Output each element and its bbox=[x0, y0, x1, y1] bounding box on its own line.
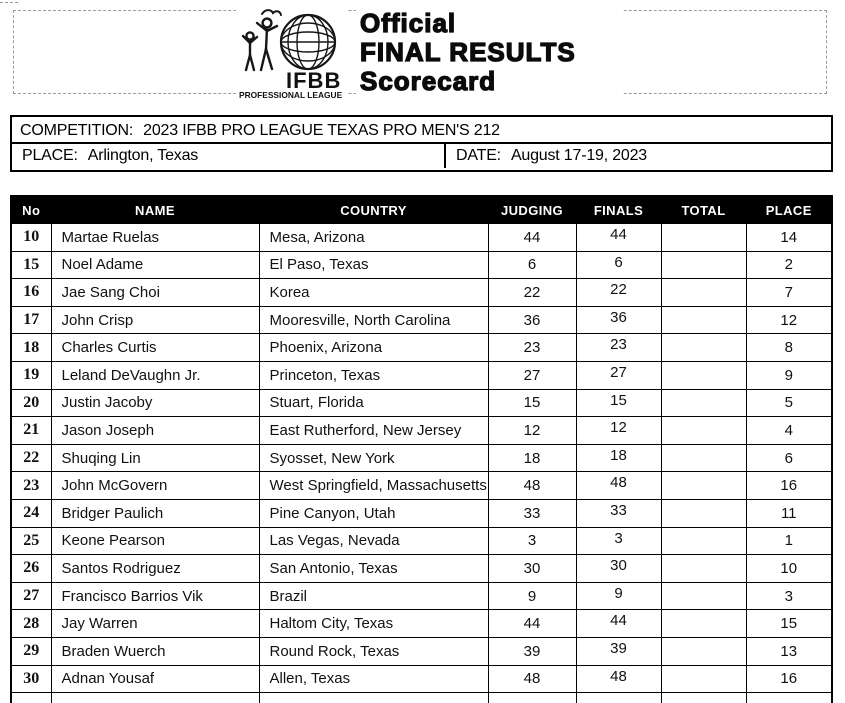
row-total-cell bbox=[661, 361, 746, 389]
posing-figures-icon bbox=[243, 10, 281, 70]
row-judging-cell: 22 bbox=[488, 279, 576, 307]
row-place-cell: 1 bbox=[746, 527, 832, 555]
row-name-cell: Leland DeVaughn Jr. bbox=[51, 361, 259, 389]
row-country-cell: East Rutherford, New Jersey bbox=[259, 417, 488, 445]
logo-subtitle: PROFESSIONAL LEAGUE bbox=[239, 90, 343, 100]
row-total-cell bbox=[661, 306, 746, 334]
row-judging-cell: 48 bbox=[488, 472, 576, 500]
row-country-cell: Haltom City, Texas bbox=[259, 610, 488, 638]
place-value: Arlington, Texas bbox=[87, 147, 199, 164]
table-row bbox=[11, 665, 832, 693]
row-no-cell: 27 bbox=[11, 582, 51, 610]
row-total-cell bbox=[661, 610, 746, 638]
row-finals-cell: 36 bbox=[576, 306, 661, 334]
row-name-cell: John Crisp bbox=[51, 306, 259, 334]
row-finals-cell: 48 bbox=[576, 472, 661, 500]
row-total-cell bbox=[661, 279, 746, 307]
row-judging-cell: 27 bbox=[488, 361, 576, 389]
row-judging-cell: 36 bbox=[488, 306, 576, 334]
row-total-cell bbox=[661, 389, 746, 417]
table-row bbox=[11, 251, 832, 279]
row-finals-cell: 33 bbox=[576, 499, 661, 527]
row-judging-cell: 18 bbox=[488, 444, 576, 472]
place-date-row bbox=[12, 144, 831, 168]
row-total-cell bbox=[661, 334, 746, 362]
title-line-official: Official bbox=[360, 8, 457, 38]
row-no-cell: 10 bbox=[11, 224, 51, 252]
row-place-cell: 11 bbox=[746, 499, 832, 527]
row-no-cell: 20 bbox=[11, 389, 51, 417]
row-no-cell: 24 bbox=[11, 499, 51, 527]
row-finals-cell: 6 bbox=[576, 251, 661, 279]
column-header-total: TOTAL bbox=[661, 196, 746, 224]
table-row bbox=[11, 472, 832, 500]
row-judging-cell: 39 bbox=[488, 637, 576, 665]
row-judging-cell: 15 bbox=[488, 389, 576, 417]
column-header-country: COUNTRY bbox=[259, 196, 488, 224]
row-judging-cell: 6 bbox=[488, 251, 576, 279]
row-no-cell: 16 bbox=[11, 279, 51, 307]
column-header-no: No bbox=[11, 196, 51, 224]
results-table bbox=[10, 195, 833, 703]
row-total-cell bbox=[661, 665, 746, 693]
table-row bbox=[11, 224, 832, 252]
row-total-cell bbox=[661, 417, 746, 445]
row-total-cell bbox=[661, 555, 746, 583]
row-place-cell: 12 bbox=[746, 306, 832, 334]
row-place-cell: 4 bbox=[746, 417, 832, 445]
row-country-cell: Pine Canyon, Utah bbox=[259, 499, 488, 527]
row-no-cell: 18 bbox=[11, 334, 51, 362]
row-no-cell: 17 bbox=[11, 306, 51, 334]
row-country-cell: Brazil bbox=[259, 582, 488, 610]
row-total-cell bbox=[661, 224, 746, 252]
column-header-name: NAME bbox=[51, 196, 259, 224]
row-finals-cell: 18 bbox=[576, 444, 661, 472]
empty-partial-row bbox=[11, 693, 832, 703]
row-judging-cell: 30 bbox=[488, 555, 576, 583]
table-row bbox=[11, 444, 832, 472]
row-country-cell: Princeton, Texas bbox=[259, 361, 488, 389]
table-row bbox=[11, 334, 832, 362]
row-country-cell: Syosset, New York bbox=[259, 444, 488, 472]
column-header-place: PLACE bbox=[746, 196, 832, 224]
table-row bbox=[11, 555, 832, 583]
row-country-cell: Round Rock, Texas bbox=[259, 637, 488, 665]
row-no-cell: 19 bbox=[11, 361, 51, 389]
row-country-cell: Phoenix, Arizona bbox=[259, 334, 488, 362]
row-judging-cell: 44 bbox=[488, 610, 576, 638]
logo-ifbb-text: IFBB bbox=[286, 68, 342, 93]
table-row bbox=[11, 389, 832, 417]
column-header-finals: FINALS bbox=[576, 196, 661, 224]
table-row bbox=[11, 499, 832, 527]
row-finals-cell: 3 bbox=[576, 527, 661, 555]
table-row bbox=[11, 417, 832, 445]
row-name-cell: Charles Curtis bbox=[51, 334, 259, 362]
row-judging-cell: 9 bbox=[488, 582, 576, 610]
row-place-cell: 5 bbox=[746, 389, 832, 417]
row-place-cell: 15 bbox=[746, 610, 832, 638]
row-total-cell bbox=[661, 582, 746, 610]
row-no-cell: 30 bbox=[11, 665, 51, 693]
row-country-cell: Las Vegas, Nevada bbox=[259, 527, 488, 555]
row-total-cell bbox=[661, 527, 746, 555]
row-country-cell: San Antonio, Texas bbox=[259, 555, 488, 583]
title-line-scorecard: Scorecard bbox=[360, 66, 497, 96]
ifbb-logo bbox=[236, 4, 348, 101]
row-judging-cell: 23 bbox=[488, 334, 576, 362]
place-label: PLACE: bbox=[22, 147, 78, 164]
row-no-cell: 26 bbox=[11, 555, 51, 583]
row-finals-cell: 12 bbox=[576, 417, 661, 445]
row-total-cell bbox=[661, 499, 746, 527]
row-place-cell: 6 bbox=[746, 444, 832, 472]
row-place-cell: 13 bbox=[746, 637, 832, 665]
row-name-cell: Bridger Paulich bbox=[51, 499, 259, 527]
row-finals-cell: 48 bbox=[576, 665, 661, 693]
row-finals-cell: 27 bbox=[576, 361, 661, 389]
scorecard-title bbox=[356, 6, 622, 100]
table-row bbox=[11, 582, 832, 610]
row-place-cell: 2 bbox=[746, 251, 832, 279]
row-judging-cell: 33 bbox=[488, 499, 576, 527]
row-country-cell: Korea bbox=[259, 279, 488, 307]
title-line-final-results: FINAL RESULTS bbox=[360, 37, 576, 67]
row-no-cell: 15 bbox=[11, 251, 51, 279]
row-finals-cell: 22 bbox=[576, 279, 661, 307]
row-country-cell: Mooresville, North Carolina bbox=[259, 306, 488, 334]
row-finals-cell: 23 bbox=[576, 334, 661, 362]
row-name-cell: Shuqing Lin bbox=[51, 444, 259, 472]
date-label: DATE: bbox=[456, 147, 501, 164]
row-judging-cell: 12 bbox=[488, 417, 576, 445]
place-cell bbox=[12, 144, 446, 168]
row-judging-cell: 3 bbox=[488, 527, 576, 555]
row-judging-cell: 44 bbox=[488, 224, 576, 252]
results-table-body bbox=[11, 224, 832, 693]
row-name-cell: Keone Pearson bbox=[51, 527, 259, 555]
row-name-cell: John McGovern bbox=[51, 472, 259, 500]
row-country-cell: Allen, Texas bbox=[259, 665, 488, 693]
row-no-cell: 29 bbox=[11, 637, 51, 665]
row-place-cell: 16 bbox=[746, 665, 832, 693]
table-row bbox=[11, 610, 832, 638]
row-no-cell: 28 bbox=[11, 610, 51, 638]
table-row bbox=[11, 527, 832, 555]
table-row bbox=[11, 279, 832, 307]
row-name-cell: Francisco Barrios Vik bbox=[51, 582, 259, 610]
table-row bbox=[11, 637, 832, 665]
competition-label: COMPETITION: bbox=[20, 122, 134, 139]
row-finals-cell: 39 bbox=[576, 637, 661, 665]
competition-value: 2023 IFBB PRO LEAGUE TEXAS PRO MEN'S 212 bbox=[143, 122, 500, 139]
globe-icon bbox=[281, 15, 335, 69]
row-name-cell: Noel Adame bbox=[51, 251, 259, 279]
row-name-cell: Justin Jacoby bbox=[51, 389, 259, 417]
row-name-cell: Santos Rodriguez bbox=[51, 555, 259, 583]
row-finals-cell: 44 bbox=[576, 610, 661, 638]
row-no-cell: 22 bbox=[11, 444, 51, 472]
table-row bbox=[11, 361, 832, 389]
row-no-cell: 23 bbox=[11, 472, 51, 500]
row-name-cell: Braden Wuerch bbox=[51, 637, 259, 665]
row-place-cell: 16 bbox=[746, 472, 832, 500]
date-cell bbox=[446, 144, 831, 168]
row-name-cell: Jay Warren bbox=[51, 610, 259, 638]
row-country-cell: West Springfield, Massachusetts bbox=[259, 472, 488, 500]
row-place-cell: 8 bbox=[746, 334, 832, 362]
row-country-cell: Stuart, Florida bbox=[259, 389, 488, 417]
row-place-cell: 10 bbox=[746, 555, 832, 583]
row-total-cell bbox=[661, 472, 746, 500]
row-country-cell: Mesa, Arizona bbox=[259, 224, 488, 252]
row-name-cell: Jae Sang Choi bbox=[51, 279, 259, 307]
row-country-cell: El Paso, Texas bbox=[259, 251, 488, 279]
row-place-cell: 3 bbox=[746, 582, 832, 610]
row-total-cell bbox=[661, 251, 746, 279]
row-name-cell: Martae Ruelas bbox=[51, 224, 259, 252]
table-row bbox=[11, 306, 832, 334]
row-finals-cell: 30 bbox=[576, 555, 661, 583]
row-place-cell: 14 bbox=[746, 224, 832, 252]
page-corner-dash bbox=[0, 2, 18, 3]
column-header-judging: JUDGING bbox=[488, 196, 576, 224]
results-table-header bbox=[11, 196, 832, 224]
row-name-cell: Jason Joseph bbox=[51, 417, 259, 445]
competition-row bbox=[12, 117, 831, 144]
row-name-cell: Adnan Yousaf bbox=[51, 665, 259, 693]
row-total-cell bbox=[661, 444, 746, 472]
row-place-cell: 7 bbox=[746, 279, 832, 307]
date-value: August 17-19, 2023 bbox=[510, 147, 648, 164]
row-finals-cell: 15 bbox=[576, 389, 661, 417]
row-finals-cell: 44 bbox=[576, 224, 661, 252]
row-total-cell bbox=[661, 637, 746, 665]
row-place-cell: 9 bbox=[746, 361, 832, 389]
row-finals-cell: 9 bbox=[576, 582, 661, 610]
row-judging-cell: 48 bbox=[488, 665, 576, 693]
row-no-cell: 21 bbox=[11, 417, 51, 445]
row-no-cell: 25 bbox=[11, 527, 51, 555]
competition-info-box bbox=[10, 115, 833, 172]
